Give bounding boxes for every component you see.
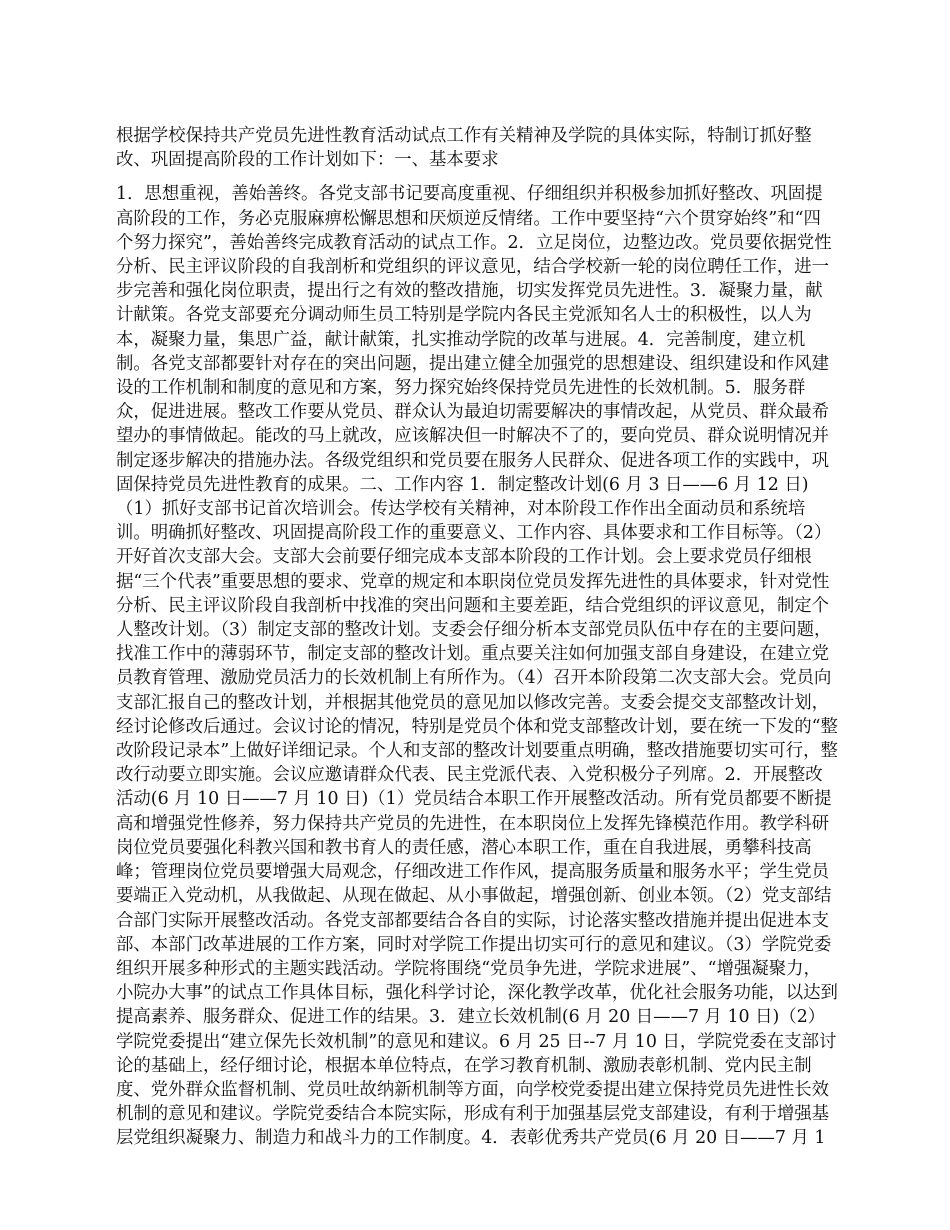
- intro-paragraph: 根据学校保持共产党员先进性教育活动试点工作有关精神及学院的具体实际，特制订抓好整改、巩固提高阶段的工作计划如下：一、基本要求: [116, 126, 812, 171]
- body-paragraph: 1．思想重视，善始善终。各党支部书记要高度重视、仔细组织并积极参加抓好整改、巩固提高阶段的工作，务必克服麻痹松懈思想和厌烦逆反情绪。工作中要坚持“六个贯穿始终”和“四个努力探究”，善始善终完成教育活动的试点工作。2．立足岗位，边整边改。党员要依据党性分析、民主评议阶段的自我剖析和党组织的评议意见，结合学校新一轮的岗位聘任工作，进一步完善和强化岗位职责，提出行之有效的整改措施，切实发挥党员先进性。3．凝聚力量，献计献策。各党支部要充分调动师生员工特别是学院内各民主党派知名人士的积极性，以人为本，凝聚力量，集思广益，献计献策，扎实推动学院的改革与进展。4．完善制度，建立机制。各党支部都要针对存在的突出问题，提出建立健全加强党的思想建设、组织建设和作风建设的工作机制和制度的意见和方案，努力探究始终保持党员先进性的长效机制。5．服务群众，促进进展。整改工作要从党员、群众认为最迫切需要解决的事情改起，从党员、群众最希望办的事情做起。能改的马上就改，应该解决但一时解决不了的，要向党员、群众说明情况并制定逐步解决的措施办法。各级党组织和党员要在服务人民群众、促进各项工作的实践中，巩固保持党员先进性教育的成果。二、工作内容 1．制定整改计划(6 月 3 日——6 月 12 日)（1）抓好支部书记首次培训会。传达学校有关精神，对本阶段工作作出全面动员和系统培训。明确抓好整改、巩固提高阶段工作的重要意义、工作内容、具体要求和工作目标等。（2）开好首次支部大会。支部大会前要仔细完成本支部本阶段的工作计划。会上要求党员仔细根据“三个代表”重要思想的要求、党章的规定和本职岗位党员发挥先进性的具体要求，针对党性分析、民主评议阶段自我剖析中找准的突出问题和主要差距，结合党组织的评议意见，制定个人整改计划。（3）制定支部的整改计划。支委会仔细分析本支部党员队伍中存在的主要问题，找准工作中的薄弱环节，制定支部的整改计划。重点要关注如何加强支部自身建设，在建立党员教育管理、激励党员活力的长效机制上有所作为。（4）召开本阶段第二次支部大会。党员向支部汇报自己的整改计划，并根据其他党员的意见加以修改完善。支委会提交支部整改计划，经讨论修改后通过。会议讨论的情况，特别是党员个体和党支部整改计划，要在统一下发的“整改阶段记录本”上做好详细记录。个人和支部的整改计划要重点明确，整改措施要切实可行，整改行动要立即实施。会议应邀请群众代表、民主党派代表、入党积极分子列席。2．开展整改活动(6 月 10 日——7 月 10 日)（1）党员结合本职工作开展整改活动。所有党员都要不断提高和增强党性修养，努力保持共产党员的先进性，在本职岗位上发挥先锋模范作用。教学科研岗位党员要强化科教兴国和教书育人的责任感，潜心本职工作，重在自我进展，勇攀科技高峰；管理岗位党员要增强大局观念，仔细改进工作作风，提高服务质量和服务水平；学生党员要端正入党动机，从我做起、从现在做起、从小事做起，增强创新、创业本领。（2）党支部结合部门实际开展整改活动。各党支部都要结合各自的实际，讨论落实整改措施并提出促进本支部、本部门改革进展的工作方案，同时对学院工作提出切实可行的意见和建议。（3）学院党委组织开展多种形式的主题实践活动。学院将围绕“党员争先进，学院求进展”、“增强凝聚力，小院办大事”的试点工作具体目标，强化科学讨论，深化教学改革，优化社会服务功能，以达到提高素养、服务群众、促进工作的结果。3．建立长效机制(6 月 20 日——7 月 10 日)（2）学院党委提出“建立保先长效机制”的意见和建议。6 月 25 日--7 月 10 日，学院党委在支部讨论的基础上，经仔细讨论，根据本单位特点，在学习教育机制、激励表彰机制、党内民主制度、党外群众监督机制、党员吐故纳新机制等方面，向学校党委提出建立保持党员先进性长效机制的意见和建议。学院党委结合本院实际，形成有利于加强基层党支部建设，有利于增强基层党组织凝聚力、制造力和战斗力的工作制度。4．表彰优秀共产党员(6 月 20 日——7 月 1: [116, 184, 838, 1149]
- document-page: [116, 124, 838, 1151]
